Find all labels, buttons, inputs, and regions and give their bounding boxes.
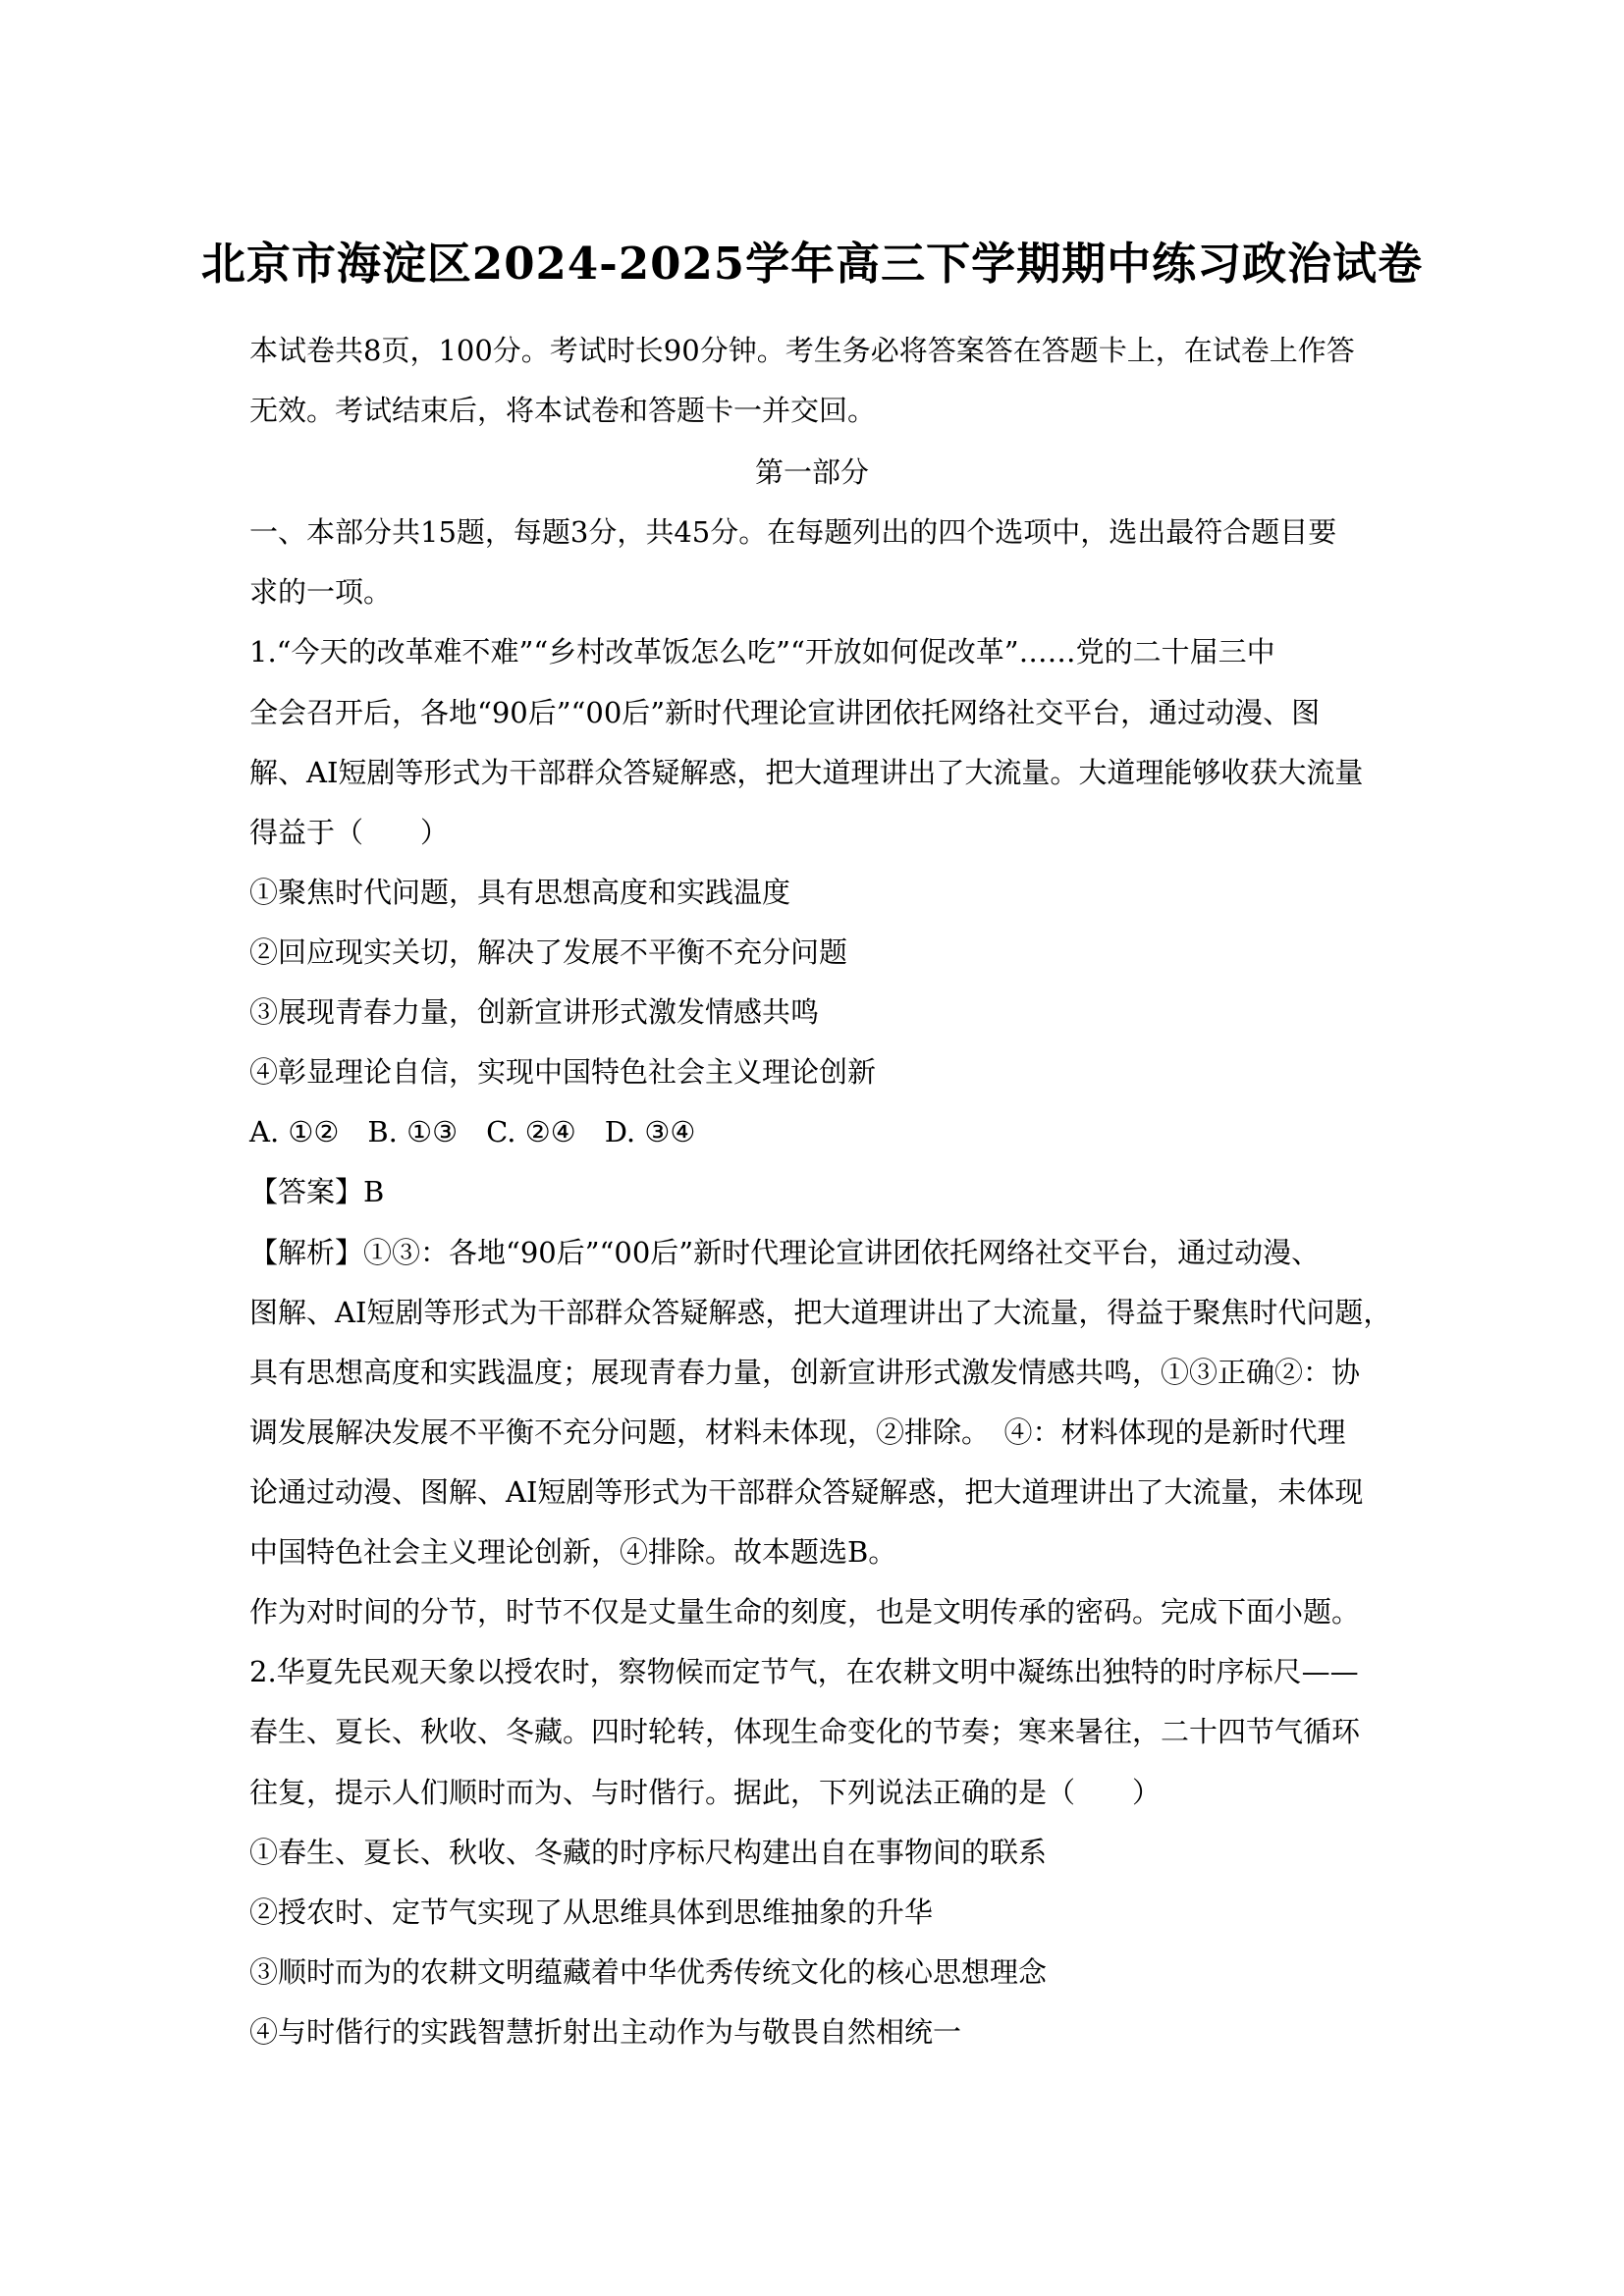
q1-statement: ①聚焦时代问题，具有思想高度和实践温度	[249, 876, 791, 909]
q1-stem-line: 得益于（ ）	[249, 816, 450, 849]
q1-statement: ④彰显理论自信，实现中国特色社会主义理论创新	[249, 1055, 877, 1089]
section-instructions-line: 一、本部分共15题，每题3分，共45分。在每题列出的四个选项中，选出最符合题目要	[249, 515, 1337, 549]
q1-statement: ③展现青春力量，创新宣讲形式激发情感共鸣	[249, 995, 820, 1029]
passage-intro: 作为对时间的分节，时节不仅是丈量生命的刻度，也是文明传承的密码。完成下面小题。	[249, 1595, 1361, 1629]
part-heading: 第一部分	[754, 455, 869, 489]
section-instructions-line: 求的一项。	[249, 575, 393, 609]
q1-analysis-line: 调发展解决发展不平衡不充分问题，材料未体现，②排除。 ④：材料体现的是新时代理	[249, 1415, 1346, 1449]
q2-statement: ①春生、夏长、秋收、冬藏的时序标尺构建出自在事物间的联系	[249, 1836, 1048, 1869]
q1-statement: ②回应现实关切，解决了发展不平衡不充分问题	[249, 935, 848, 969]
q1-analysis-line: 【解析】①③：各地“90后”“00后”新时代理论宣讲团依托网络社交平台，通过动漫、	[249, 1236, 1321, 1269]
q2-statement: ③顺时而为的农耕文明蕴藏着中华优秀传统文化的核心思想理念	[249, 1955, 1048, 1989]
q2-stem-line: 春生、夏长、秋收、冬藏。四时轮转，体现生命变化的节奏；寒来暑往，二十四节气循环	[249, 1715, 1361, 1748]
q2-statement: ②授农时、定节气实现了从思维具体到思维抽象的升华	[249, 1896, 934, 1929]
q1-analysis-line: 中国特色社会主义理论创新，④排除。故本题选B。	[249, 1535, 897, 1569]
intro-line: 无效。考试结束后，将本试卷和答题卡一并交回。	[249, 394, 877, 427]
q1-analysis-line: 具有思想高度和实践温度；展现青春力量，创新宣讲形式激发情感共鸣，①③正确②：协	[249, 1356, 1361, 1389]
q1-analysis-line: 图解、AI短剧等形式为干部群众答疑解惑，把大道理讲出了大流量，得益于聚焦时代问题，	[249, 1296, 1392, 1329]
intro-line: 本试卷共8页，100分。考试时长90分钟。考生务必将答案答在答题卡上，在试卷上作答	[249, 334, 1355, 367]
q1-analysis-line: 论通过动漫、图解、AI短剧等形式为干部群众答疑解惑，把大道理讲出了大流量，未体现	[249, 1475, 1364, 1509]
q1-stem-line: 解、AI短剧等形式为干部群众答疑解惑，把大道理讲出了大流量。大道理能够收获大流量	[249, 756, 1364, 789]
q1-options: A. ①② B. ①③ C. ②④ D. ③④	[249, 1115, 696, 1148]
q2-stem-line: 2.华夏先民观天象以授农时，察物候而定节气，在农耕文明中凝练出独特的时序标尺——	[249, 1655, 1359, 1688]
q2-statement: ④与时偕行的实践智慧折射出主动作为与敬畏自然相统一	[249, 2015, 962, 2049]
q2-stem-line: 往复，提示人们顺时而为、与时偕行。据此，下列说法正确的是（ ）	[249, 1776, 1162, 1809]
q1-stem-line: 全会召开后，各地“90后”“00后”新时代理论宣讲团依托网络社交平台，通过动漫、图	[249, 696, 1321, 729]
q1-stem-line: 1.“今天的改革难不难”“乡村改革饭怎么吃”“开放如何促改革”……党的二十届三中	[249, 635, 1275, 668]
exam-title: 北京市海淀区2024-2025学年高三下学期期中练习政治试卷	[200, 238, 1424, 290]
q1-answer: 【答案】B	[249, 1175, 385, 1208]
